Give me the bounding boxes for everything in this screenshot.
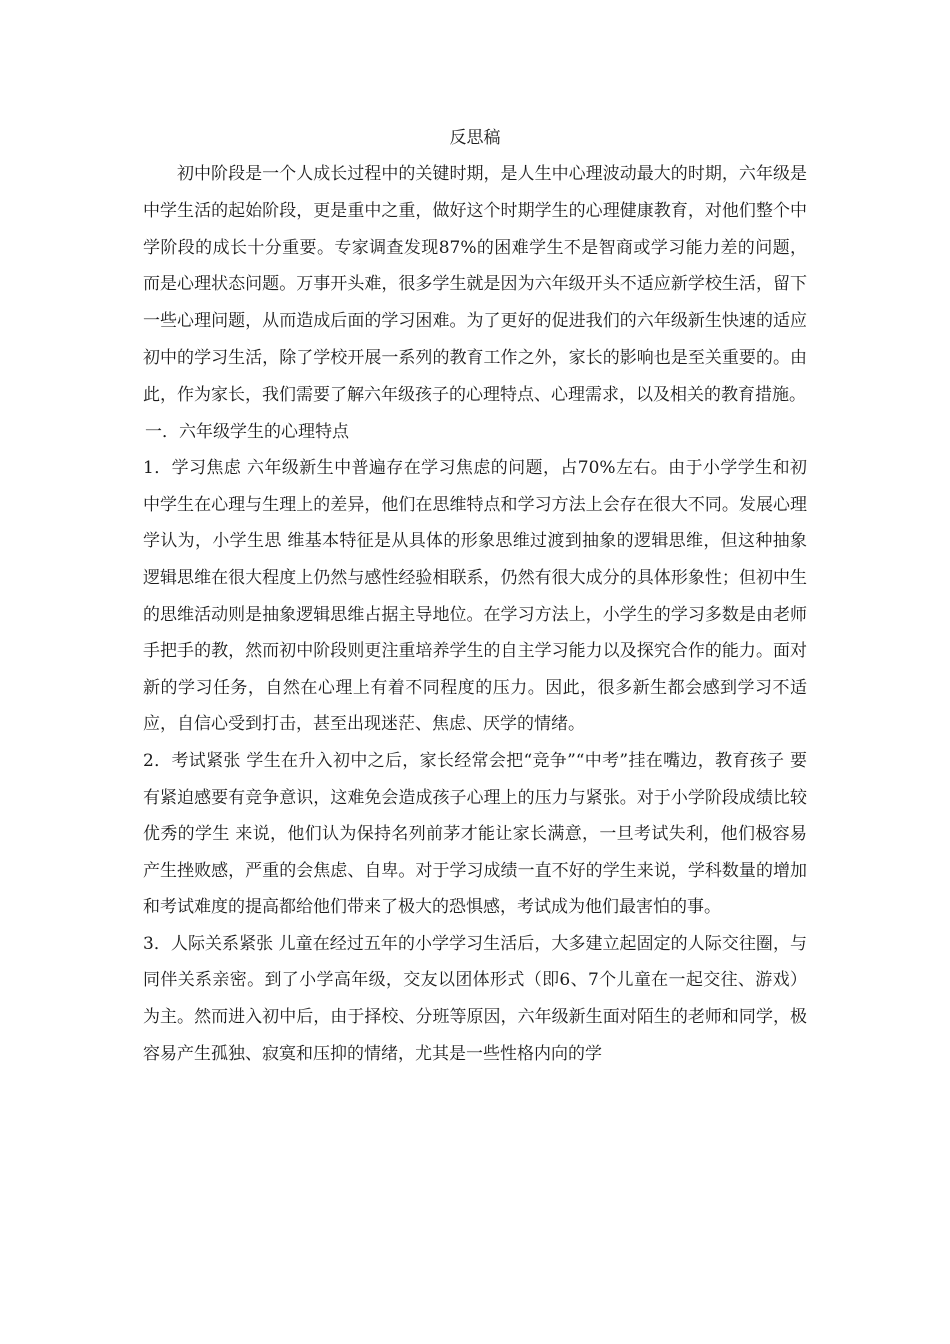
item-relationship-tension: 3．人际关系紧张 儿童在经过五年的小学学习生活后，大多建立起固定的人际交往圈，与同伴关系亲密。到了小学高年级，交友以团体形式（即6、7个儿童在一起交往、游戏）为主。然而进入初中后，由于择校、分班等原因，六年级新生面对陌生的老师和同学，极容易产生孤独、寂寞和压抑的情绪，尤其是一些性格内向的学: [143, 933, 807, 1064]
intro-paragraph: 初中阶段是一个人成长过程中的关键时期，是人生中心理波动最大的时期，六年级是中学生活的起始阶段，更是重中之重，做好这个时期学生的心理健康教育，对他们整个中学阶段的成长十分重要。专家调查发现87%的困难学生不是智商或学习能力差的问题，而是心理状态问题。万事开头难，很多学生就是因为六年级开头不适应新学校生活，留下一些心理问题，从而造成后面的学习困难。为了更好的促进我们的六年级新生快速的适应初中的学习生活，除了学校开展一系列的教育工作之外，家长的影响也是至关重要的。由此，作为家长，我们需要了解六年级孩子的心理特点、心理需求，以及相关的教育措施。: [143, 164, 807, 405]
item-study-anxiety: 1．学习焦虑 六年级新生中普遍存在学习焦虑的问题，占70%左右。由于小学学生和初中学生在心理与生理上的差异，他们在思维特点和学习方法上会存在很大不同。发展心理学认为，小学生思 维基本特征是从具体的形象思维过渡到抽象的逻辑思维，但这种抽象逻辑思维在很大程度上仍然与感性经验相联系，仍然有很大成分的具体形象性；但初中生的思维活动则是抽象逻辑思维占据主导地位。在学习方法上，小学生的学习多数是由老师手把手的教，然而初中阶段则更注重培养学生的自主学习能力以及探究合作的能力。面对新的学习任务，自然在心理上有着不同程度的压力。因此，很多新生都会感到学习不适应，自信心受到打击，甚至出现迷茫、焦虑、厌学的情绪。: [143, 458, 807, 735]
document-page: [143, 124, 807, 1072]
item-exam-tension: 2．考试紧张 学生在升入初中之后，家长经常会把“竞争”“中考”挂在嘴边，教育孩子 要有紧迫感要有竞争意识，这难免会造成孩子心理上的压力与紧张。对于小学阶段成绩比较优秀的学生 来说，他们认为保持名列前茅才能让家长满意，一旦考试失利，他们极容易产生挫败感，严重的会焦虑、自卑。对于学习成绩一直不好的学生来说，学科数量的增加和考试难度的提高都给他们带来了极大的恐惧感，考试成为他们最害怕的事。: [143, 750, 807, 918]
document-title: 反思稿: [449, 128, 501, 148]
section-heading: 一．六年级学生的心理特点: [145, 421, 349, 442]
